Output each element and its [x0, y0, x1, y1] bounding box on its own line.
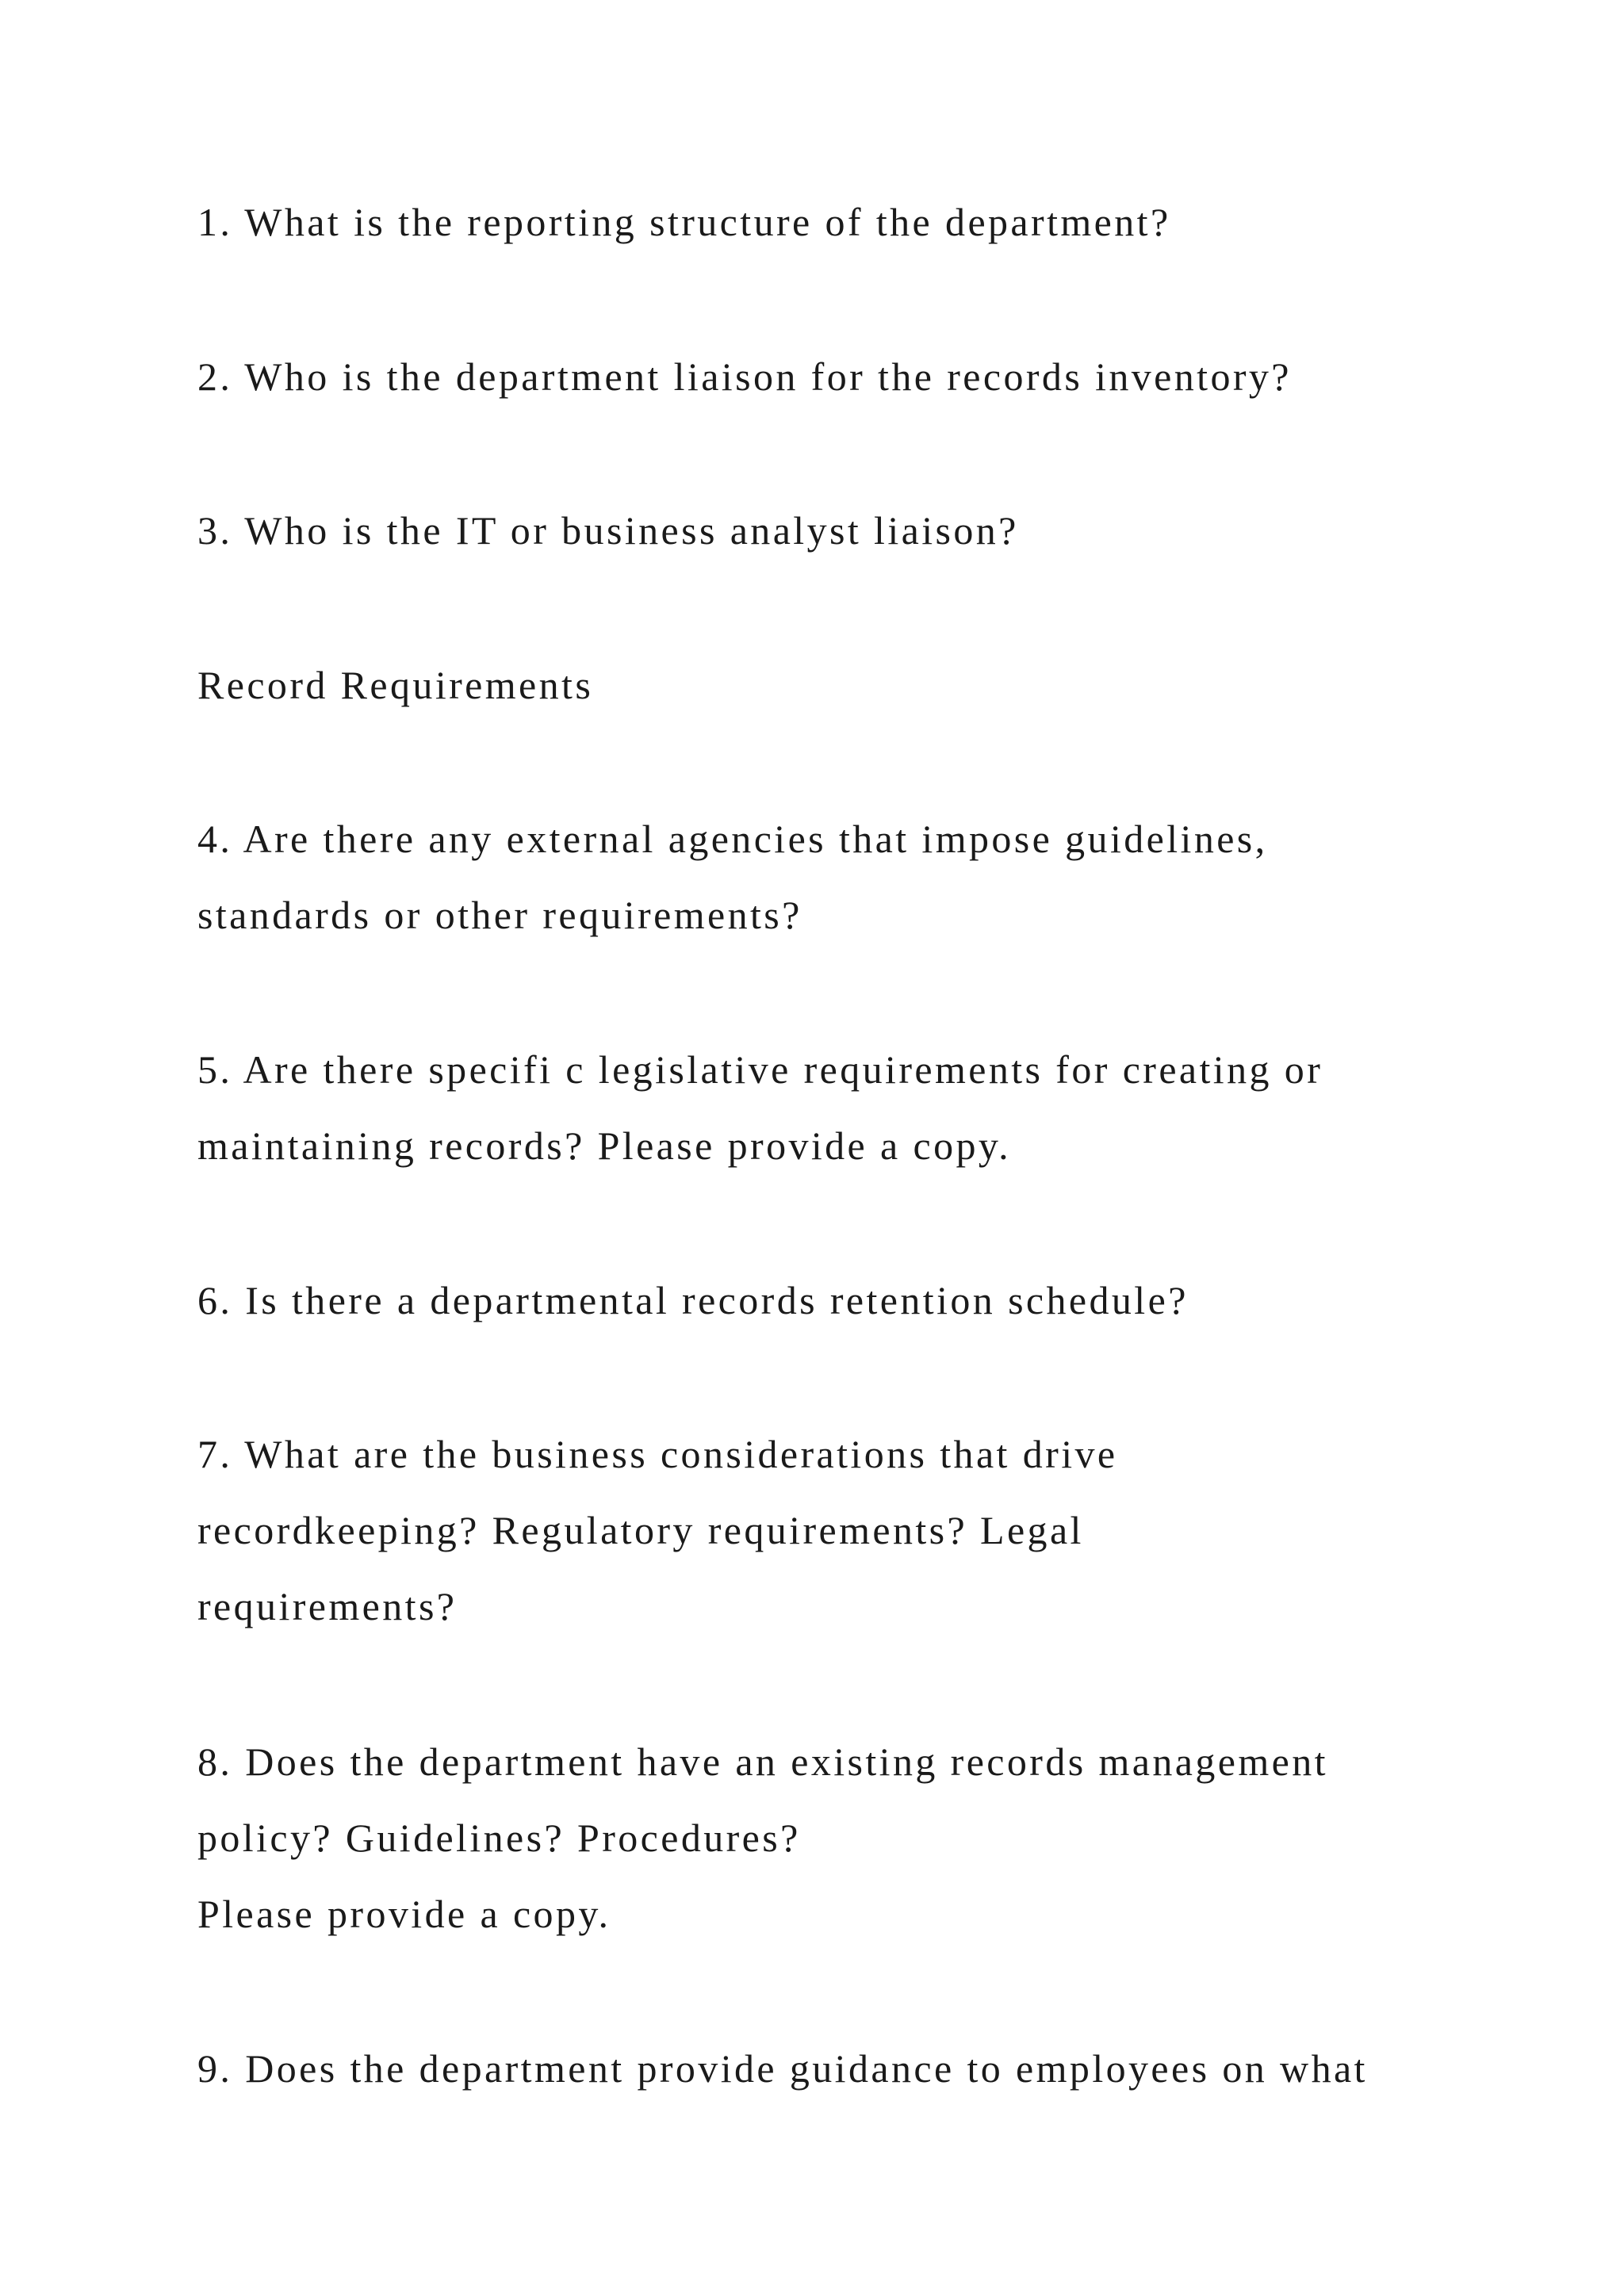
question-8-line-1: 8. Does the department have an existing records management: [197, 1739, 1328, 1784]
question-1: 1. What is the reporting structure of the department?: [197, 200, 1171, 244]
question-8-line-2: policy? Guidelines? Procedures?: [197, 1816, 801, 1860]
question-2: 2. Who is the department liaison for the records inventory?: [197, 354, 1292, 399]
question-7-line-2: recordkeeping? Regulatory requirements? Legal: [197, 1508, 1084, 1552]
question-8-line-3: Please provide a copy.: [197, 1892, 611, 1936]
question-5-line-2: maintaining records? Please provide a copy.: [197, 1123, 1011, 1168]
question-4-line-2: standards or other requirements?: [197, 893, 802, 937]
question-3: 3. Who is the IT or business analyst liaison?: [197, 508, 1019, 553]
question-4-line-1: 4. Are there any external agencies that impose guidelines,: [197, 817, 1268, 861]
section-heading: Record Requirements: [197, 663, 594, 707]
question-7-line-1: 7. What are the business considerations that drive: [197, 1432, 1118, 1476]
question-6: 6. Is there a departmental records retention schedule?: [197, 1278, 1189, 1322]
question-9-line-1: 9. Does the department provide guidance to employees on what: [197, 2046, 1368, 2091]
question-7-line-3: requirements?: [197, 1584, 458, 1628]
question-5-line-1: 5. Are there specifi c legislative requirements for creating or: [197, 1047, 1323, 1092]
